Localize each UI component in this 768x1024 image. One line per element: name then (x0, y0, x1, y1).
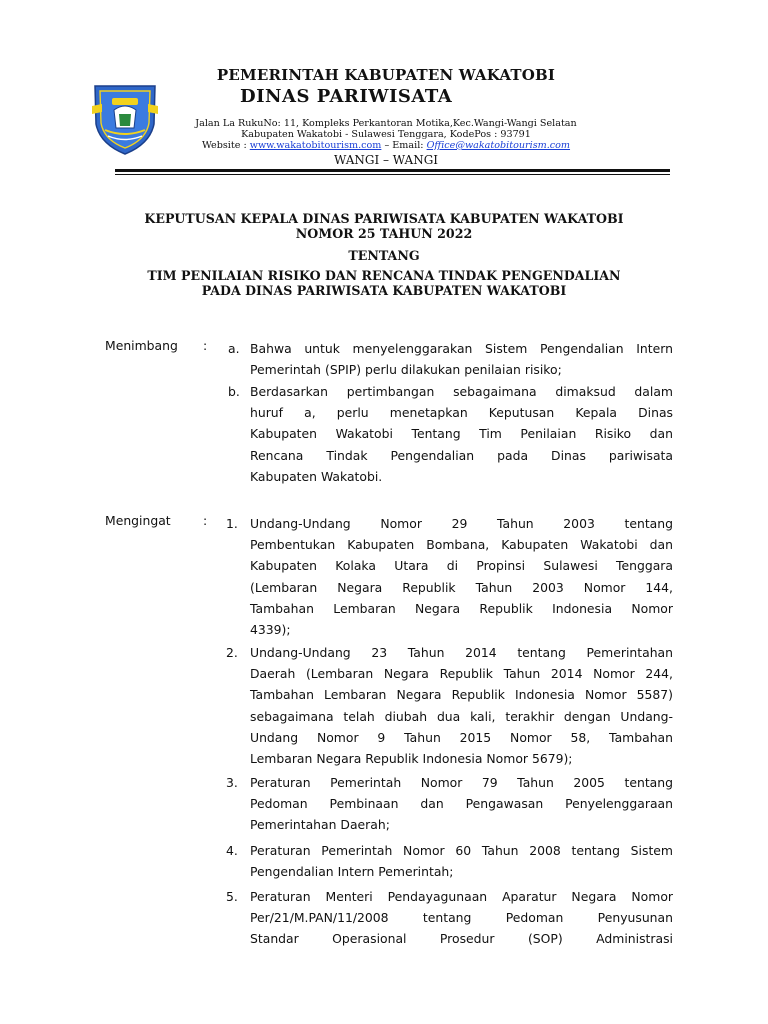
text-line: Daerah (Lembaran Negara Republik Tahun 2014 Nomor 244, (250, 666, 673, 682)
text-line: Berdasarkan pertimbangan sebagaimana dimaksud dalam (250, 384, 673, 399)
wakatobi-regency-emblem (90, 80, 160, 156)
mengingat-item-mark: 2. (226, 645, 238, 660)
decree-title: KEPUTUSAN KEPALA DINAS PARIWISATA KABUPATEN WAKATOBI (144, 211, 624, 226)
letterhead-city: WANGI – WANGI (333, 153, 439, 167)
letterhead-contact (176, 140, 596, 151)
text-line: Undang Nomor 9 Tahun 2015 Nomor 58, Tambahan (250, 729, 673, 745)
letterhead-address-line1: Jalan La RukuNo: 11, Kompleks Perkantoran Motika,Kec.Wangi-Wangi Selatan (195, 118, 577, 129)
menimbang-item-a (250, 338, 673, 380)
text-line: sebagaimana telah diubah dua kali, terakhir dengan Undang- (250, 708, 673, 724)
menimbang-label: Menimbang (105, 338, 178, 353)
decree-subject-line2: PADA DINAS PARIWISATA KABUPATEN WAKATOBI (201, 283, 567, 298)
text-line: Kabupaten Wakatobi. (250, 468, 383, 484)
text-line: huruf a, perlu menetapkan Keputusan Kepala Dinas (250, 405, 673, 421)
mengingat-item-3 (250, 772, 673, 836)
letterhead-rule-thick (115, 169, 670, 172)
email-link[interactable]: Office@wakatobitourism.com (426, 140, 571, 151)
mengingat-item-5 (250, 886, 673, 950)
mengingat-item-2 (250, 642, 673, 769)
text-line: Pembentukan Kabupaten Bombana, Kabupaten Wakatobi dan (250, 537, 673, 553)
mengingat-item-mark: 5. (226, 889, 238, 904)
mengingat-colon: : (203, 513, 208, 528)
text-line: Standar Operasional Prosedur (SOP) Administrasi (250, 931, 673, 947)
decree-about-label: TENTANG (348, 248, 420, 263)
text-line: Kabupaten Kolaka Utara di Propinsi Sulawesi Tenggara (250, 558, 673, 574)
mengingat-item-mark: 1. (226, 516, 238, 531)
text-line: Tambahan Lembaran Negara Republik Indonesia Nomor (250, 600, 673, 616)
menimbang-item-b (250, 381, 673, 487)
menimbang-item-mark: a. (228, 341, 240, 356)
text-line: Pengendalian Intern Pemerintah; (250, 864, 454, 880)
decree-subject-line1: TIM PENILAIAN RISIKO DAN RENCANA TINDAK PENGENDALIAN (147, 268, 621, 283)
menimbang-item-mark: b. (228, 384, 240, 399)
text-line: Peraturan Pemerintah Nomor 60 Tahun 2008 tentang Sistem (250, 843, 673, 858)
website-label: Website : (201, 140, 247, 151)
text-line: Bahwa untuk menyelenggarakan Sistem Pengendalian Intern (250, 341, 673, 356)
letterhead-address-line2: Kabupaten Wakatobi - Sulawesi Tenggara, KodePos : 93791 (241, 129, 531, 140)
text-line: Rencana Tindak Pengendalian pada Dinas pariwisata (250, 447, 673, 463)
mengingat-label: Mengingat (105, 513, 171, 528)
letterhead-agency: DINAS PARIWISATA (240, 86, 453, 107)
mengingat-item-4 (250, 840, 673, 882)
text-line: Peraturan Pemerintah Nomor 79 Tahun 2005 tentang (250, 775, 673, 790)
text-line: 4339); (250, 622, 291, 638)
text-line: (Lembaran Negara Republik Tahun 2003 Nomor 144, (250, 579, 673, 595)
text-line: Pedoman Pembinaan dan Pengawasan Penyelenggaraan (250, 796, 673, 812)
mengingat-item-mark: 3. (226, 775, 238, 790)
text-line: Peraturan Menteri Pendayagunaan Aparatur Negara Nomor (250, 889, 673, 904)
text-line: Lembaran Negara Republik Indonesia Nomor 5679); (250, 751, 573, 767)
text-line: Kabupaten Wakatobi Tentang Tim Penilaian Risiko dan (250, 426, 673, 442)
text-line: Undang-Undang 23 Tahun 2014 tentang Pemerintahan (250, 645, 673, 660)
letterhead-rule-thin (115, 174, 670, 175)
mengingat-item-mark: 4. (226, 843, 238, 858)
text-line: Per/21/M.PAN/11/2008 tentang Pedoman Penyusunan (250, 910, 673, 926)
text-line: Undang-Undang Nomor 29 Tahun 2003 tentang (250, 516, 673, 531)
website-link[interactable]: www.wakatobitourism.com (249, 140, 382, 151)
email-label: – Email: (384, 140, 424, 151)
letterhead-government: PEMERINTAH KABUPATEN WAKATOBI (216, 66, 556, 84)
decree-number: NOMOR 25 TAHUN 2022 (295, 226, 473, 241)
mengingat-item-1 (250, 513, 673, 640)
menimbang-colon: : (203, 338, 208, 353)
text-line: Tambahan Lembaran Negara Republik Indonesia Nomor 5587) (250, 687, 673, 703)
text-line: Pemerintah (SPIP) perlu dilakukan penilaian risiko; (250, 362, 562, 378)
text-line: Pemerintahan Daerah; (250, 817, 390, 833)
